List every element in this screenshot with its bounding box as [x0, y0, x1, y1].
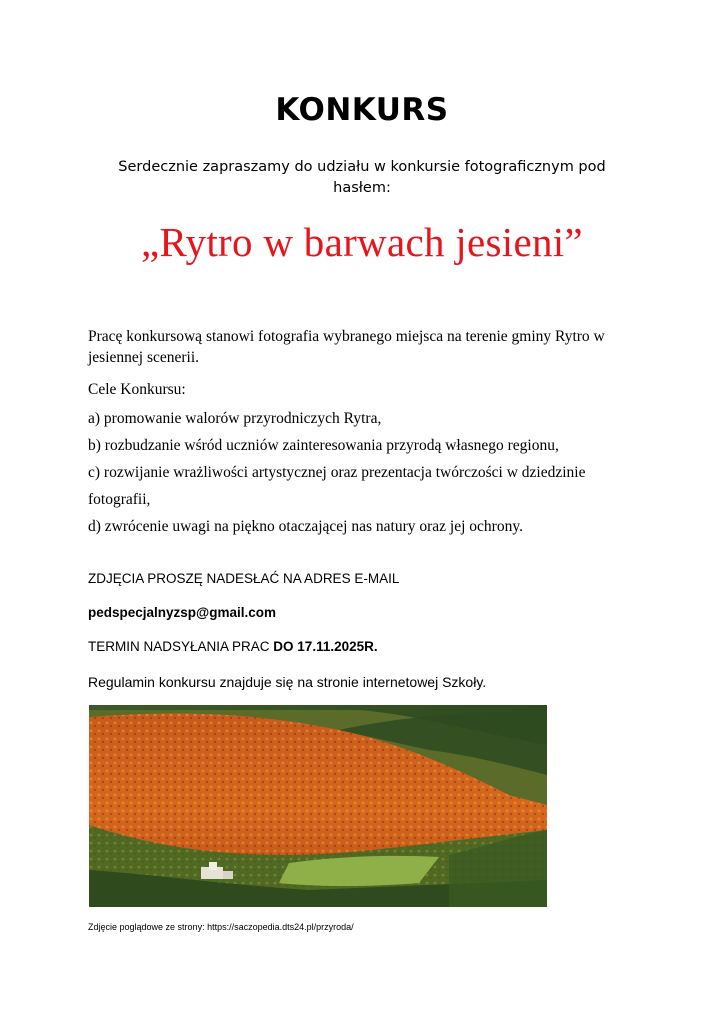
- deadline-line: [88, 638, 668, 656]
- goal-item-a: a) promowanie walorów przyrodniczych Rytra,: [88, 410, 382, 427]
- goal-item-c-cont: fotografii,: [88, 491, 151, 508]
- invitation-text: Serdecznie zapraszamy do udziału w konkursie fotograficznym pod hasłem:: [118, 159, 606, 196]
- email-instruction: ZDJĘCIA PROSZĘ NADESŁAĆ NA ADRES E-MAIL: [88, 571, 400, 586]
- intro-paragraph: Pracę konkursową stanowi fotografia wybranego miejsca na terenie gminy Rytro w jesiennej scenerii.: [88, 328, 605, 366]
- autumn-forest-photo: [89, 705, 547, 907]
- contact-email[interactable]: pedspecjalnyzsp@gmail.com: [88, 605, 276, 620]
- deadline-date: DO 17.11.2025R.: [273, 639, 378, 654]
- page-title: KONKURS: [275, 92, 449, 128]
- goal-item-b: b) rozbudzanie wśród uczniów zainteresowania przyrodą własnego regionu,: [88, 437, 559, 454]
- photo-caption: Zdjęcie poglądowe ze strony: https://saczopedia.dts24.pl/przyroda/: [88, 922, 354, 932]
- goal-item-c: c) rozwijanie wrażliwości artystycznej oraz prezentacja twórczości w dziedzinie: [88, 464, 586, 481]
- goal-item-d: d) zwrócenie uwagi na piękno otaczającej nas natury oraz jej ochrony.: [88, 518, 523, 535]
- deadline-label: TERMIN NADSYŁANIA PRAC: [88, 639, 274, 654]
- rules-note: Regulamin konkursu znajduje się na stronie internetowej Szkoły.: [88, 674, 487, 690]
- goals-heading: Cele Konkursu:: [88, 381, 186, 398]
- contest-slogan: „Rytro w barwach jesieni”: [141, 219, 583, 265]
